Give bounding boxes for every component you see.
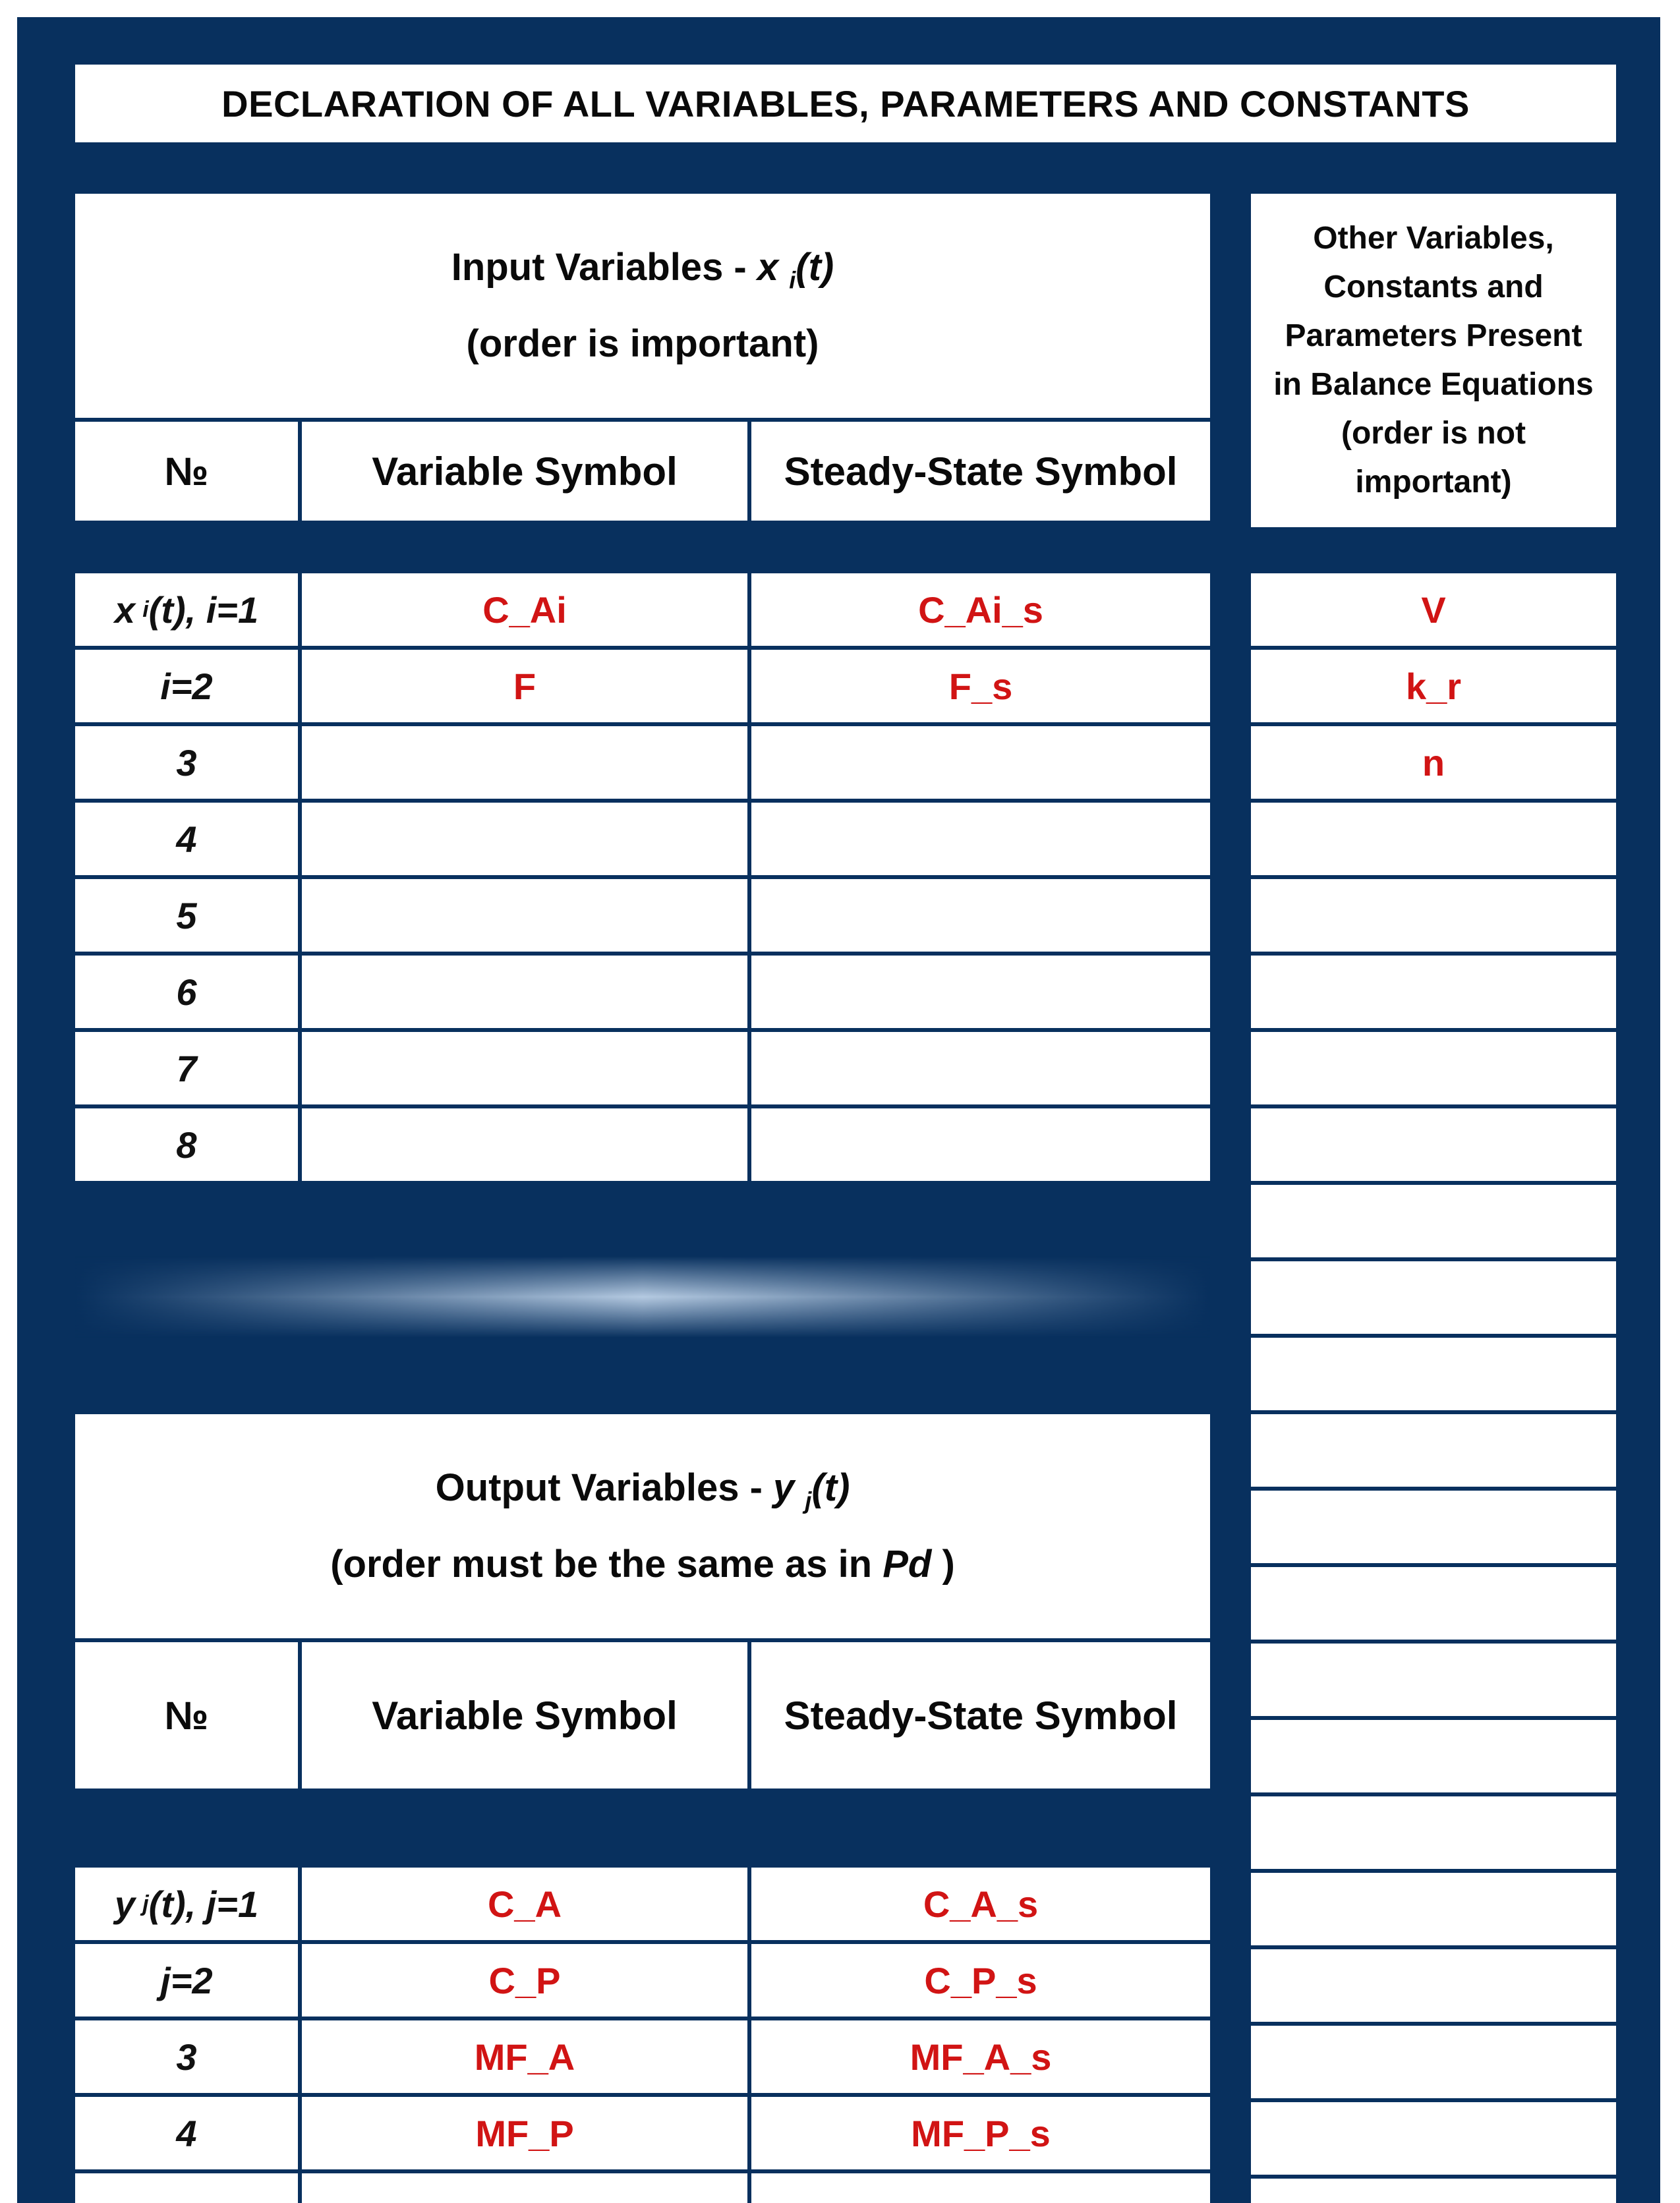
variable-symbol-cell[interactable] [302,726,747,799]
steady-state-symbol-cell[interactable] [751,956,1210,1028]
row-number-label: i=2 [160,665,213,707]
other-variable-cell[interactable]: n [1251,726,1616,799]
steady-state-symbol-cell[interactable]: F_s [751,650,1210,722]
row-number-label: 7 [176,1047,197,1089]
side-heading-lines [1273,214,1593,507]
other-variable-cell[interactable]: V [1251,573,1616,646]
output-col-steady: Steady-State Symbol [751,1642,1210,1788]
other-variable-cell[interactable] [1251,1567,1616,1640]
input-col-variable: Variable Symbol [302,422,747,521]
side-heading-line: (order is not [1341,416,1526,451]
other-variable-cell[interactable] [1251,1873,1616,1945]
input-subheading: (order is important) [466,322,819,365]
output-heading-subscript: j [805,1487,812,1514]
variable-symbol-cell[interactable]: F [302,650,747,722]
table-row-number [75,1868,298,1940]
input-heading-symbol: x [757,246,779,289]
input-col-steady: Steady-State Symbol [751,422,1210,521]
row-number-label: 5 [176,894,197,936]
side-heading-line: Other Variables, [1313,221,1554,256]
row-number-label: 8 [176,1124,197,1166]
table-row-number [75,2020,298,2093]
other-variable-cell[interactable] [1251,956,1616,1028]
steady-state-symbol-cell[interactable] [751,2173,1210,2203]
row-number-label: 6 [176,971,197,1013]
variable-symbol-cell[interactable]: C_Ai [302,573,747,646]
row-number-label: j=2 [160,1959,213,2001]
other-variable-cell[interactable] [1251,1108,1616,1181]
row-number-subscript: j [142,1891,149,1916]
steady-state-symbol-cell[interactable]: C_A_s [751,1868,1210,1940]
table-row-number [75,573,298,646]
other-variable-cell[interactable] [1251,1644,1616,1716]
variable-symbol-cell[interactable] [302,803,747,875]
steady-state-symbol-cell[interactable]: C_Ai_s [751,573,1210,646]
table-row-number [75,803,298,875]
output-subheading-em: Pd [883,1542,932,1586]
other-variable-cell[interactable] [1251,1032,1616,1104]
row-number-symbol: y [114,1883,135,1925]
variable-symbol-cell[interactable] [302,879,747,952]
steady-state-symbol-cell[interactable] [751,1032,1210,1104]
side-heading-line: in Balance Equations [1273,367,1594,402]
other-variable-cell[interactable] [1251,1491,1616,1563]
input-heading-line [451,236,834,312]
page-title: DECLARATION OF ALL VARIABLES, PARAMETERS AND CONSTANTS [75,65,1616,142]
other-variable-cell[interactable] [1251,879,1616,952]
input-section-heading [75,194,1210,418]
output-subheading [330,1533,955,1596]
side-heading-line: Constants and [1323,270,1544,304]
output-heading-text: Output Variables - [435,1466,774,1510]
other-variable-cell[interactable] [1251,1261,1616,1334]
steady-state-symbol-cell[interactable] [751,1108,1210,1181]
other-variable-cell[interactable] [1251,2102,1616,2175]
declaration-panel [17,17,1660,2203]
variable-symbol-cell[interactable]: MF_A [302,2020,747,2093]
other-variable-cell[interactable] [1251,1720,1616,1792]
input-variables-table [75,573,1210,1199]
other-variable-cell[interactable] [1251,2179,1616,2203]
output-heading-arg: (t) [811,1466,850,1510]
row-number-label: (t), i=1 [148,588,259,631]
side-heading-line: important) [1355,465,1512,500]
table-row-number [75,2097,298,2169]
other-variable-cell[interactable] [1251,803,1616,875]
variable-symbol-cell[interactable]: C_P [302,1944,747,2017]
output-subheading-pre: (order must be the same as in [330,1542,883,1586]
input-heading-text: Input Variables - [451,246,757,289]
input-heading-subscript: i [789,266,796,294]
other-variable-cell[interactable] [1251,1796,1616,1869]
steady-state-symbol-cell[interactable]: MF_A_s [751,2020,1210,2093]
output-col-no: № [75,1642,298,1788]
variable-symbol-cell[interactable] [302,2173,747,2203]
variable-symbol-cell[interactable] [302,1108,747,1181]
other-variable-cell[interactable] [1251,1949,1616,2022]
other-variable-cell[interactable] [1251,1185,1616,1257]
input-col-no: № [75,422,298,521]
other-variable-cell[interactable] [1251,2026,1616,2098]
output-variables-table [75,1868,1210,2203]
row-number-label: 3 [176,2036,197,2078]
row-number-label: (t), j=1 [148,1883,259,1925]
steady-state-symbol-cell[interactable]: C_P_s [751,1944,1210,2017]
variable-symbol-cell[interactable] [302,956,747,1028]
row-number-label: 4 [176,2112,197,2154]
steady-state-symbol-cell[interactable]: MF_P_s [751,2097,1210,2169]
input-heading-arg: (t) [796,246,834,289]
table-row-number [75,1108,298,1181]
other-variable-cell[interactable] [1251,1338,1616,1410]
steady-state-symbol-cell[interactable] [751,726,1210,799]
row-number-subscript: i [142,596,149,622]
table-row-number [75,650,298,722]
output-heading-line [436,1456,850,1533]
table-row-number [75,726,298,799]
variable-symbol-cell[interactable]: C_A [302,1868,747,1940]
table-row-number [75,1032,298,1104]
output-section-heading [75,1414,1210,1638]
table-row-number [75,1944,298,2017]
row-number-label: 4 [176,818,197,860]
other-variables-table [1251,573,1616,2203]
section-divider-glow [75,1256,1210,1338]
table-row-number [75,956,298,1028]
row-number-symbol: x [114,588,135,631]
table-row-number [75,879,298,952]
side-heading-line: Parameters Present [1285,318,1582,353]
steady-state-symbol-cell[interactable] [751,879,1210,952]
other-variable-cell[interactable]: k_r [1251,650,1616,722]
other-variable-cell[interactable] [1251,1414,1616,1487]
side-section-heading [1251,194,1616,527]
table-row-number [75,2173,298,2203]
variable-symbol-cell[interactable] [302,1032,747,1104]
output-col-variable: Variable Symbol [302,1642,747,1788]
row-number-label: 3 [176,741,197,784]
variable-symbol-cell[interactable]: MF_P [302,2097,747,2169]
output-subheading-post: ) [931,1542,955,1586]
output-heading-symbol: y [773,1466,795,1510]
steady-state-symbol-cell[interactable] [751,803,1210,875]
